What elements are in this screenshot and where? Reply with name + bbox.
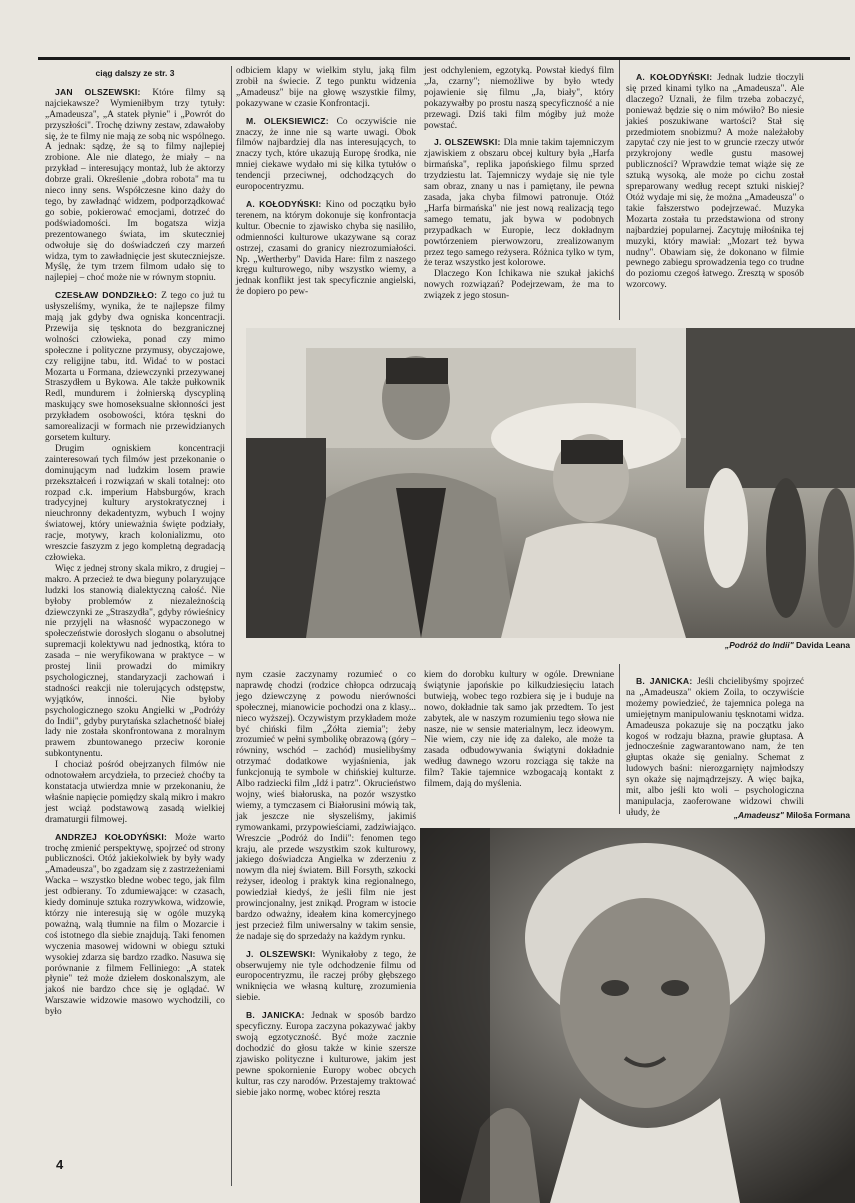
- paragraph-text: Wynikałoby z tego, że obserwujemy nie tyle odchodzenie filmu od europocentryzmu, ile raczej próby głębszego wniknięcia we własną kulturę, zrozumienia siebie.: [236, 949, 416, 1004]
- speaker-name: CZESŁAW DONDZIŁŁO:: [55, 290, 162, 301]
- paragraph: [45, 760, 225, 825]
- paragraph-text: kiem do dorobku kultury w ogóle. Drewniane świątynie japońskie po kilkudziesięciu latach butwieją, wobec tego rozbiera się je i buduje na nowo, dokładnie tak samo jak przedtem. To jest zabytek, ale w naszym rozumieniu tego słowa nie nasze, nie w sensie materialnym, lecz ideowym. Nie wiem, czy nie idę za daleko, ale może ta zasada odbudowywania świątyni dokładnie według dawnego wzoru rozciąga się także na film? Takie tajemnice wzbogacają kontakt z filmem, dają do myślenia.: [424, 670, 614, 790]
- paragraph: [45, 564, 225, 760]
- continued-note: ciąg dalszy ze str. 3: [95, 68, 175, 78]
- paragraph: [626, 72, 804, 291]
- speaker-name: M. OLEKSIEWICZ:: [246, 115, 337, 126]
- paragraph: [45, 444, 225, 564]
- photo-caption-passage-to-india: „Podróż do Indii" Davida Leana: [725, 640, 850, 650]
- paragraph: [236, 66, 416, 110]
- paragraph-text: Jednak w sposób bardzo specyficzny. Europa zaczyna pokazywać jakby swoją egzotyczność. Być może zacznie dochodzić do głosu także w kinie szersze zjawisko polityczne i kulturowe, jakim jest pewne spokornienie Europy wobec obcych kultur, ras czy narodów. Przestajemy traktować siebie jako normę, wobec której reszta: [236, 1011, 416, 1098]
- speaker-name: B. JANICKA:: [636, 676, 698, 686]
- column-1: [45, 66, 225, 1176]
- column-divider: [619, 664, 620, 814]
- column-divider: [231, 66, 232, 1186]
- speaker-name: A. KOŁODYŃSKI:: [246, 198, 326, 209]
- paragraph: [424, 137, 614, 269]
- speaker-name: A. KOŁODYŃSKI:: [636, 72, 718, 82]
- column-divider: [619, 60, 620, 320]
- paragraph: [236, 199, 416, 298]
- paragraph: [424, 269, 614, 302]
- speaker-name: J. OLSZEWSKI:: [246, 948, 322, 959]
- speaker-name: JAN OLSZEWSKI:: [55, 86, 153, 97]
- paragraph: [424, 66, 614, 131]
- paragraph-text: nym czasie zaczynamy rozumieć o co naprawdę chodzi (rodzice chłopca odrzucają jego dziewczynę z powodu nierówności społecznej, mianowicie pochodzi ona z klasy... nieco wyższej). Oczywistym przykładem może być chiński film „Żółta ziemia"; żeby zrozumieć w pełni symbolikę obrazową (góry – równiny, wschód – zachód) musielibyśmy otrzymać dodatkowe wyjaśnienia, jak funkcjonują te symbole w chińskiej kulturze. Albo radziecki film „Idź i patrz". Okrucieństwo wojny, wieś białoruska, na pozór wszystko wiemy, a tymczasem ci Białorusini mówią tak, jak jeszcze nie słyszeliśmy, jakimiś rymowankami, przypowieściami, zadziwiająco. Wreszcie „Podróż do Indii": fenomen tego kraju, ale przede wszystkim szok kulturowy, jakiego doświadcza Angielka w zderzeniu z nowym dla niej światem. Bill Forsyth, szkocki reżyser, ideolog i praktyk kina regionalnego, powiedział kiedyś, że jeśli film nie jest prowincjonalny, jest znikąd. Program w istocie bardzo odważny, ideałem kina komercyjnego jest przecież film uniwersalny w takim sensie, że nadaje się do sprzedaży na każdym rynku.: [236, 670, 416, 942]
- paragraph: [236, 116, 416, 193]
- photo-amadeus: [420, 828, 855, 1203]
- paragraph-text: Dla mnie takim tajemniczym zjawiskiem z obszaru obcej kultury była „Harfa birmańska", replika japońskiego filmu sprzed trzydziestu lat. Tajemniczy wydaje się nie tyle sam obraz, znany u nas i pamiętany, ile pewna zasada, jaka chyba filmowi patronuje. Otóż „Harfa birmańska" nie jest nową realizacją tego samego tematu, jak bywa w podobnych przypadkach w Europie, lecz dokładnym powtórzeniem pierwowzoru, zrealizowanym przez tego samego reżysera. Różnica tylko w tym, że teraz wszystko jest kolorowe.: [424, 138, 614, 269]
- photo-passage-to-india: [246, 328, 855, 638]
- speaker-name: J. OLSZEWSKI:: [434, 137, 504, 148]
- speaker-name: B. JANICKA:: [246, 1010, 312, 1021]
- paragraph-text: Kino od początku było terenem, na którym dokonuje się konfrontacja kultur. Obecnie to zjawisko chyba się nasiliło, odmienności kulturowe ukazywane są coraz ostrzej, czasami do granicy niezrozumiałości. Np. „Wertherby" Davida Hare: film z naszego kręgu kulturowego, niby wszystko wiemy, a jednak konflikt jest tak specyficznie angielski, że dopiero po pew-: [236, 199, 416, 298]
- top-rule: [38, 57, 850, 60]
- paragraph-text: jest odchyleniem, egzotyką. Powstał kiedyś film „Ja, czarny"; niemożliwe by było wtedy pojawienie się filmu „Ja, biały", który pokazywałby po prostu naszą specyficzność a nie przewagi. Dziś taki film mógłby już może powstać.: [424, 66, 614, 131]
- paragraph: [424, 670, 614, 790]
- speaker-name: ANDRZEJ KOŁODYŃSKI:: [55, 831, 175, 842]
- paragraph-text: Drugim ogniskiem koncentracji zainteresowań tych filmów jest przekonanie o dominującym nad ludzkim losem prawie przekształceń i rozwiązań w skali totalnej: oto rozpad c.k. imperium Habsburgów, krach tradycyjnej kultury arystokratycznej i nieuchronny dekadentyzm, wybuch I wojny światowej, który unieważnia święte podziały, racje, motywy, krach kolonializmu, oto wreszcie faszyzm z jego kompletną degradacją człowieka.: [45, 443, 225, 563]
- column-4-bottom: [626, 670, 804, 818]
- column-3-top: [424, 66, 614, 320]
- paragraph-text: Więc z jednej strony skala mikro, z drugiej – makro. A przecież te dwa bieguny polaryzujące ludzki los stanowią dialektyczną całość. Nie byłoby problemów z niezależnością dziewczynki ze „Straszydła", gdyby rówieśnicy nie przyjęli na własność wypaczonego w społeczeństwie dorosłych sloganu o absolutnej supremacji kolektywu nad jednostką, która to zasada – nie weryfikowana w praktyce – w prostej linii prowadzi do mimikry psychologicznej, standaryzacji zachowań i stadności reakcji nie tolerujących odstępstw, wyjątków, inności. Nie byłoby psychologicznego szoku Angielki w „Podróży do Indii", gdyby purytańska szlachetność białej lady nie została skonfrontowana z moralnym prawem zbuntowanego przeciw koronie subkontynentu.: [45, 563, 225, 760]
- paragraph: [236, 1010, 416, 1098]
- paragraph: [45, 87, 225, 284]
- column-3-bottom: [424, 670, 614, 810]
- paragraph-text: Może warto trochę zmienić perspektywę, spojrzeć od strony publiczności. Otóż jakiekolwiek by były wady „Amadeusza", bo zgadzam się z zastrzeżeniami Wacka – wszystko bledne wobec tego, jak film jest odbierany. To zdumiewające: w czasach, kiedy dominuje sztuka rozrywkowa, widzowie, którzy nie interesują się w ogóle muzyką poważną, walą tłumnie na film o Mozarcie i coś istotnego dla siebie znajdują. Taki fenomen wyczenia masowej widowni w obiegu sztuki wysokiej zdarza się bardzo rzadko. Nasuwa się porównanie z filmem Felliniego: „A statek płynie" też może dziełem doskonalszym, ale jakoś nie bardzo chce się je oglądać. W Warszawie widzowie masowo wychodzili, co było: [45, 832, 225, 1018]
- column-4-top: [626, 66, 804, 320]
- page-number: 4: [56, 1157, 64, 1172]
- paragraph-text: Jednak ludzie tłoczyli się przed kinami tylko na „Amadeusza". Ale dlaczego? Uznali, że film trzeba zobaczyć, ponieważ będzie się o nim mówiło? Bo niesie jakieś poszukiwane wartości? Stał się przedmiotem snobizmu? A może należałoby zapytać czy nie jest to w gruncie rzeczy utwór przykrojony wedle gustu masowej publiczności? Wprawdzie temat wiąże się ze sztuką wysoką, ale może po cichu został spreparowany według recept sztuki niskiej? Otóż wydaje mi się, że można „Amadeusza" o takie fałszerstwo podejrzewać. Muzyka Mozarta została tu przedstawiona od strony najbardziej popularnej. Zacytuję miłośnika tej muzyki, który mawiał: „Mozart też bywa nudny". Obawiam się, że dokonano w filmie pewnego zabiegu sprowadzenia tego co trudne do poziomu czegoś łatwego. Zresztą w sposób wzorcowy.: [626, 73, 804, 291]
- paragraph-text: Dlaczego Kon Ichikawa nie szukał jakichś nowych rozwiązań? Podejrzewam, że ma to związek z jego stosun-: [424, 269, 614, 302]
- paragraph: [236, 670, 416, 943]
- paragraph-text: I chociaż pośród obejrzanych filmów nie odnotowałem arcydzieła, to przecież choćby ta konstatacja utwierdza mnie w przekonaniu, że właśnie napięcie pomiędzy skalą mikro i makro jest wciąż podstawową zasadą wielkiej dramaturgii filmowej.: [45, 760, 225, 825]
- paragraph-text: odbiciem klapy w wielkim stylu, jaką film zrobił na świecie. Z tego punktu widzenia „Amadeusz" bije na głowę wszystkie filmy, pokazywane w czasie Konfrontacji.: [236, 66, 416, 109]
- paragraph-text: Jeśli chcielibyśmy spojrzeć na „Amadeusza" okiem Zoila, to oczywiście możemy powiedzieć, że tajemnica polega na umiejętnym manipulowaniu tęsknotami widza. Amadeusza pokazuje się na początku jako kogoś w rodzaju błazna, prawie głuptasa. A jednocześnie zagwarantowano nam, że ten głuptas okaże się genialny. Schemat z ludowych baśni: nierozgarnięty najmłodszy syn okaże się najmądrzejszy. A więc bajka, mit, albo jeśli kto woli – psychologiczna manipulacja, zaoferowane widzowi chwili ułudy, że: [626, 677, 804, 818]
- paragraph: [626, 676, 804, 819]
- paragraph-text: Co oczywiście nie znaczy, że inne nie są warte uwagi. Obok filmów najbardziej dla nas interesujących, to znaczy tych, które ukazują Europę środka, nie mniej ciekawe wydało mi się kilka tytułów o tendencji przeciwnej, odchodzących do europocentryzmu.: [236, 116, 417, 193]
- paragraph-text: Które filmy są najciekawsze? Wymieniłbym trzy tytuły: „Amadeusza", „A statek płynie" i „Powrót do przyszłości". Trochę dziwny zestaw, zdawałoby się, że te filmy nie mają ze sobą nic wspólnego. A jednak: sądzę, że są to filmy najlepiej zrobione. Ale nie dlatego, że miały – na przykład – interesujący montaż, lub że aktorzy dobrze grali. Określenie „dobra robota" ma tu nieco inny sens. Współczesne kino daży do tego, by zawładnąć widzem, podporządkować go sobie, pokierować emocjami, dotrzeć do podświadomości. Im bogatsza wizja prezentowanego świata, im skuteczniej odwołuje się do doświadczeń czy marzeń widza, tym to zawładnięcie jest skuteczniejsze. Myślę, że tym trzem filmom udało się to najlepiej – choć może nie w równym stopniu.: [45, 87, 225, 284]
- paragraph: [236, 949, 416, 1005]
- paragraph: [45, 290, 225, 444]
- column-2-top: [236, 66, 416, 320]
- paragraph-text: Z tego co już tu usłyszeliśmy, wynika, że te najlepsze filmy mają jak gdyby dwa ogniska koncentracji. Przewija się tęsknota do bezgranicznej wolności człowieka, ponad czy mimo społeczne i polityczne przymusy, obyczajowe, czy religijne tabu, itd. Widać to w postaci Mozarta u Formana, dziewczynki przezywanej Straszydłem u Bykowa. Ale także pułkownik Redl, mundurem i żołnierską dyscypliną maskujący swe homoseksualne skłonności jest przykładem osobowości, która tęskni do samorealizacji w formach nie przewidzianych gorsetem kultury.: [45, 291, 225, 443]
- column-2-bottom: [236, 670, 416, 1178]
- paragraph: [45, 832, 225, 1018]
- photo-caption-amadeus: „Amadeusz" Miloša Formana: [733, 810, 850, 820]
